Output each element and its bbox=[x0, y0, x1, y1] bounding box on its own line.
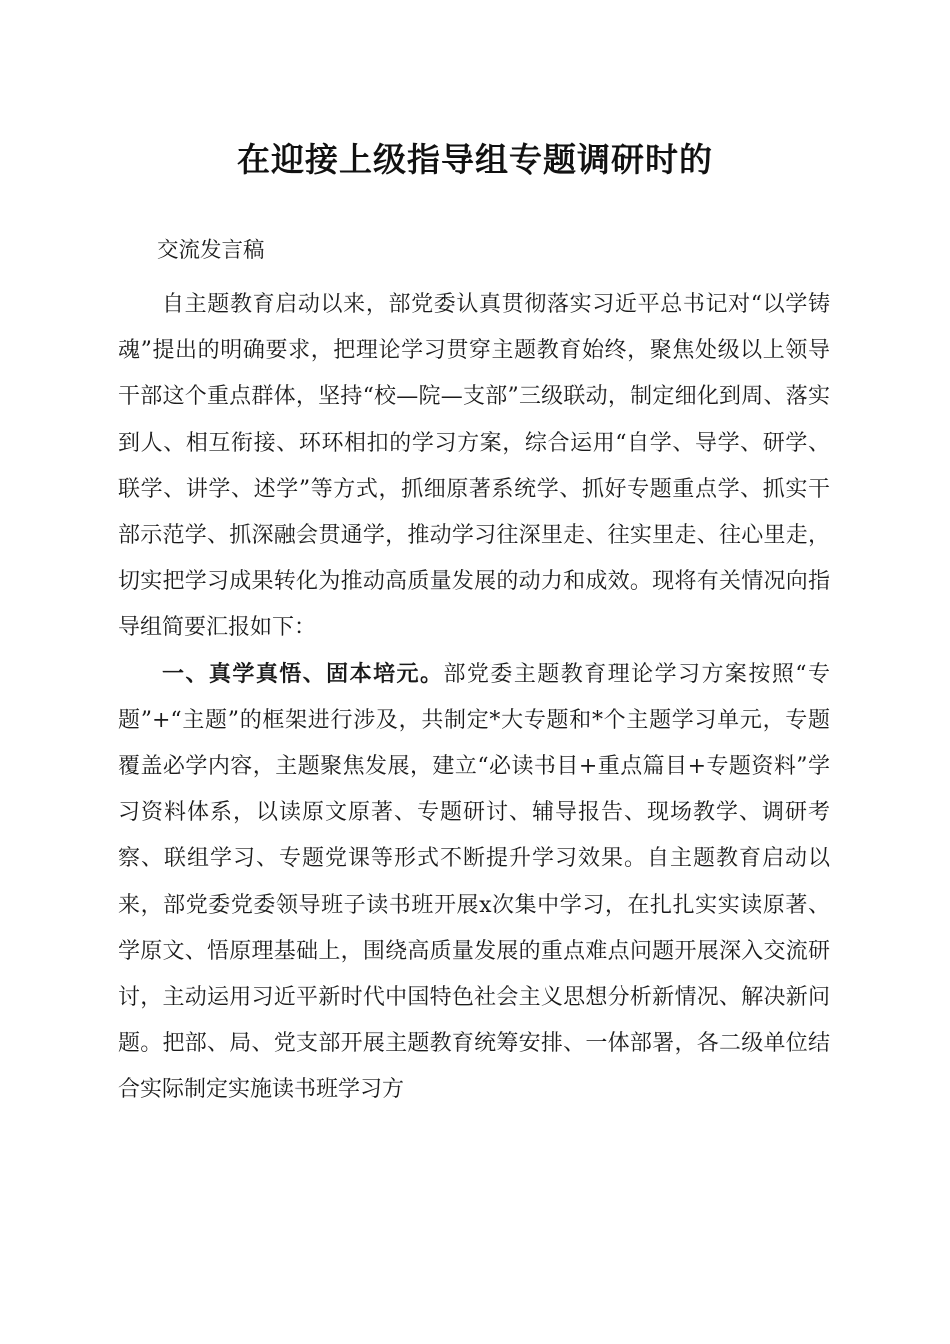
section-heading: 一、真学真悟、固本培元。 bbox=[162, 661, 444, 687]
document-body bbox=[118, 282, 830, 1114]
section-one-paragraph bbox=[118, 652, 830, 1114]
document-title: 在迎接上级指导组专题调研时的 bbox=[237, 140, 713, 179]
intro-paragraph bbox=[118, 282, 830, 652]
paragraph-text: 部党委主题教育理论学习方案按照“专题”+“主题”的框架进行涉及，共制定*大专题和*个主题学习单元，专题覆盖必学内容，主题聚焦发展，建立“必读书目+重点篇目+专题资料”学习资料体系，以读原文原著、专题研讨、辅导报告、现场教学、调研考察、联组学习、专题党课等形式不断提升学习效果。自主题教育启动以来，部党委党委领导班子读书班开展x次集中学习，在扎扎实实读原著、学原文、悟原理基础上，围绕高质量发展的重点难点问题开展深入交流研讨，主动运用习近平新时代中国特色社会主义思想分析新情况、解决新问题。把部、局、党支部开展主题教育统筹安排、一体部署，各二级单位结合实际制定实施读书班学习方 bbox=[118, 661, 830, 1103]
document-subtitle: 交流发言稿 bbox=[157, 238, 265, 263]
paragraph-text: 自主题教育启动以来，部党委认真贯彻落实习近平总书记对“以学铸魂”提出的明确要求，把理论学习贯穿主题教育始终，聚焦处级以上领导干部这个重点群体，坚持“校—院—支部”三级联动，制定细化到周、落实到人、相互衔接、环环相扣的学习方案，综合运用“自学、导学、研学、联学、讲学、述学”等方式，抓细原著系统学、抓好专题重点学、抓实干部示范学、抓深融会贯通学，推动学习往深里走、往实里走、往心里走，切实把学习成果转化为推动高质量发展的动力和成效。现将有关情况向指导组简要汇报如下： bbox=[118, 292, 830, 641]
